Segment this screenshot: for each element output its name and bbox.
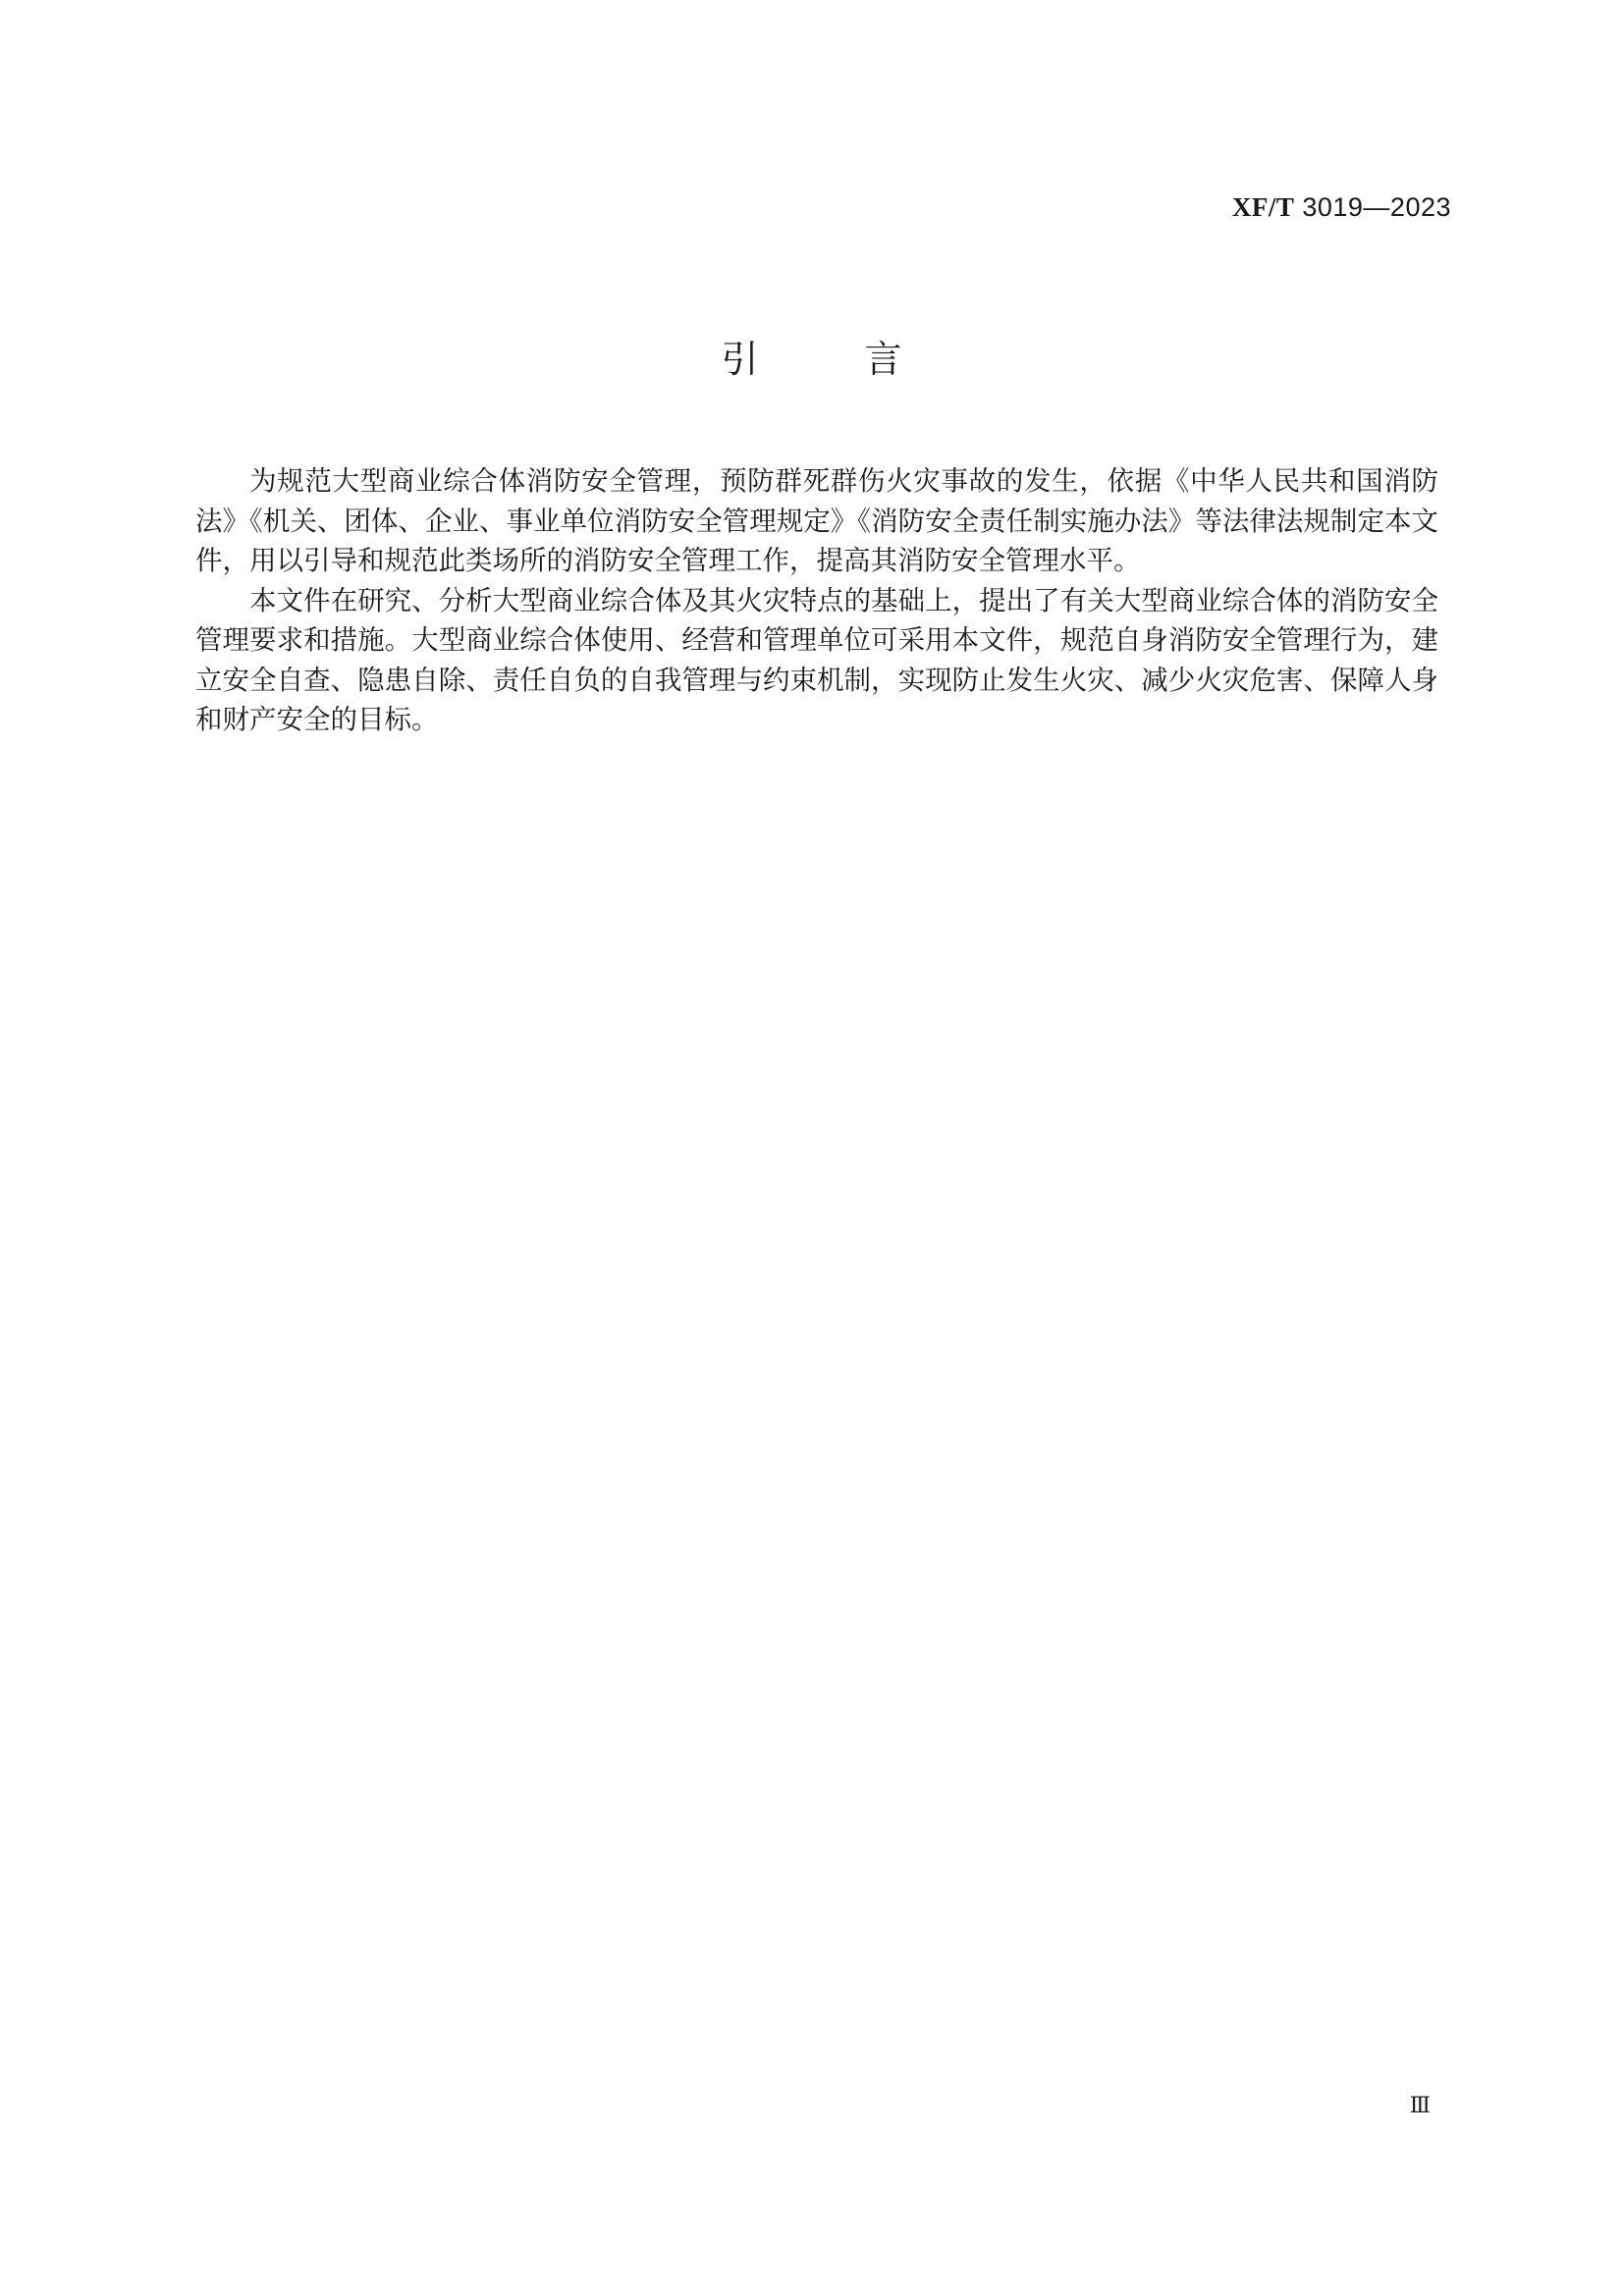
paragraph-1: 为规范大型商业综合体消防安全管理，预防群死群伤火灾事故的发生，依据《中华人民共和国消防法》《机关、团体、企业、事业单位消防安全管理规定》《消防安全责任制实施办法》等法律法规制定本文件，用以引导和规范此类场所的消防安全管理工作，提高其消防安全管理水平。 — [195, 465, 1438, 576]
paragraph-2: 本文件在研究、分析大型商业综合体及其火灾特点的基础上，提出了有关大型商业综合体的消防安全管理要求和措施。大型商业综合体使用、经营和管理单位可采用本文件，规范自身消防安全管理行为，建立安全自查、隐患自除、责任自负的自我管理与约束机制，实现防止发生火灾、减少火灾危害、保障人身和财产安全的目标。 — [195, 584, 1438, 735]
introduction-body — [195, 461, 1438, 740]
standard-number: 3019—2023 — [1302, 192, 1451, 222]
standard-prefix: XF/T — [1231, 192, 1295, 222]
standard-code — [1232, 192, 1451, 223]
page-number: Ⅲ — [1409, 2093, 1429, 2117]
page-title: 引 言 — [721, 338, 902, 381]
